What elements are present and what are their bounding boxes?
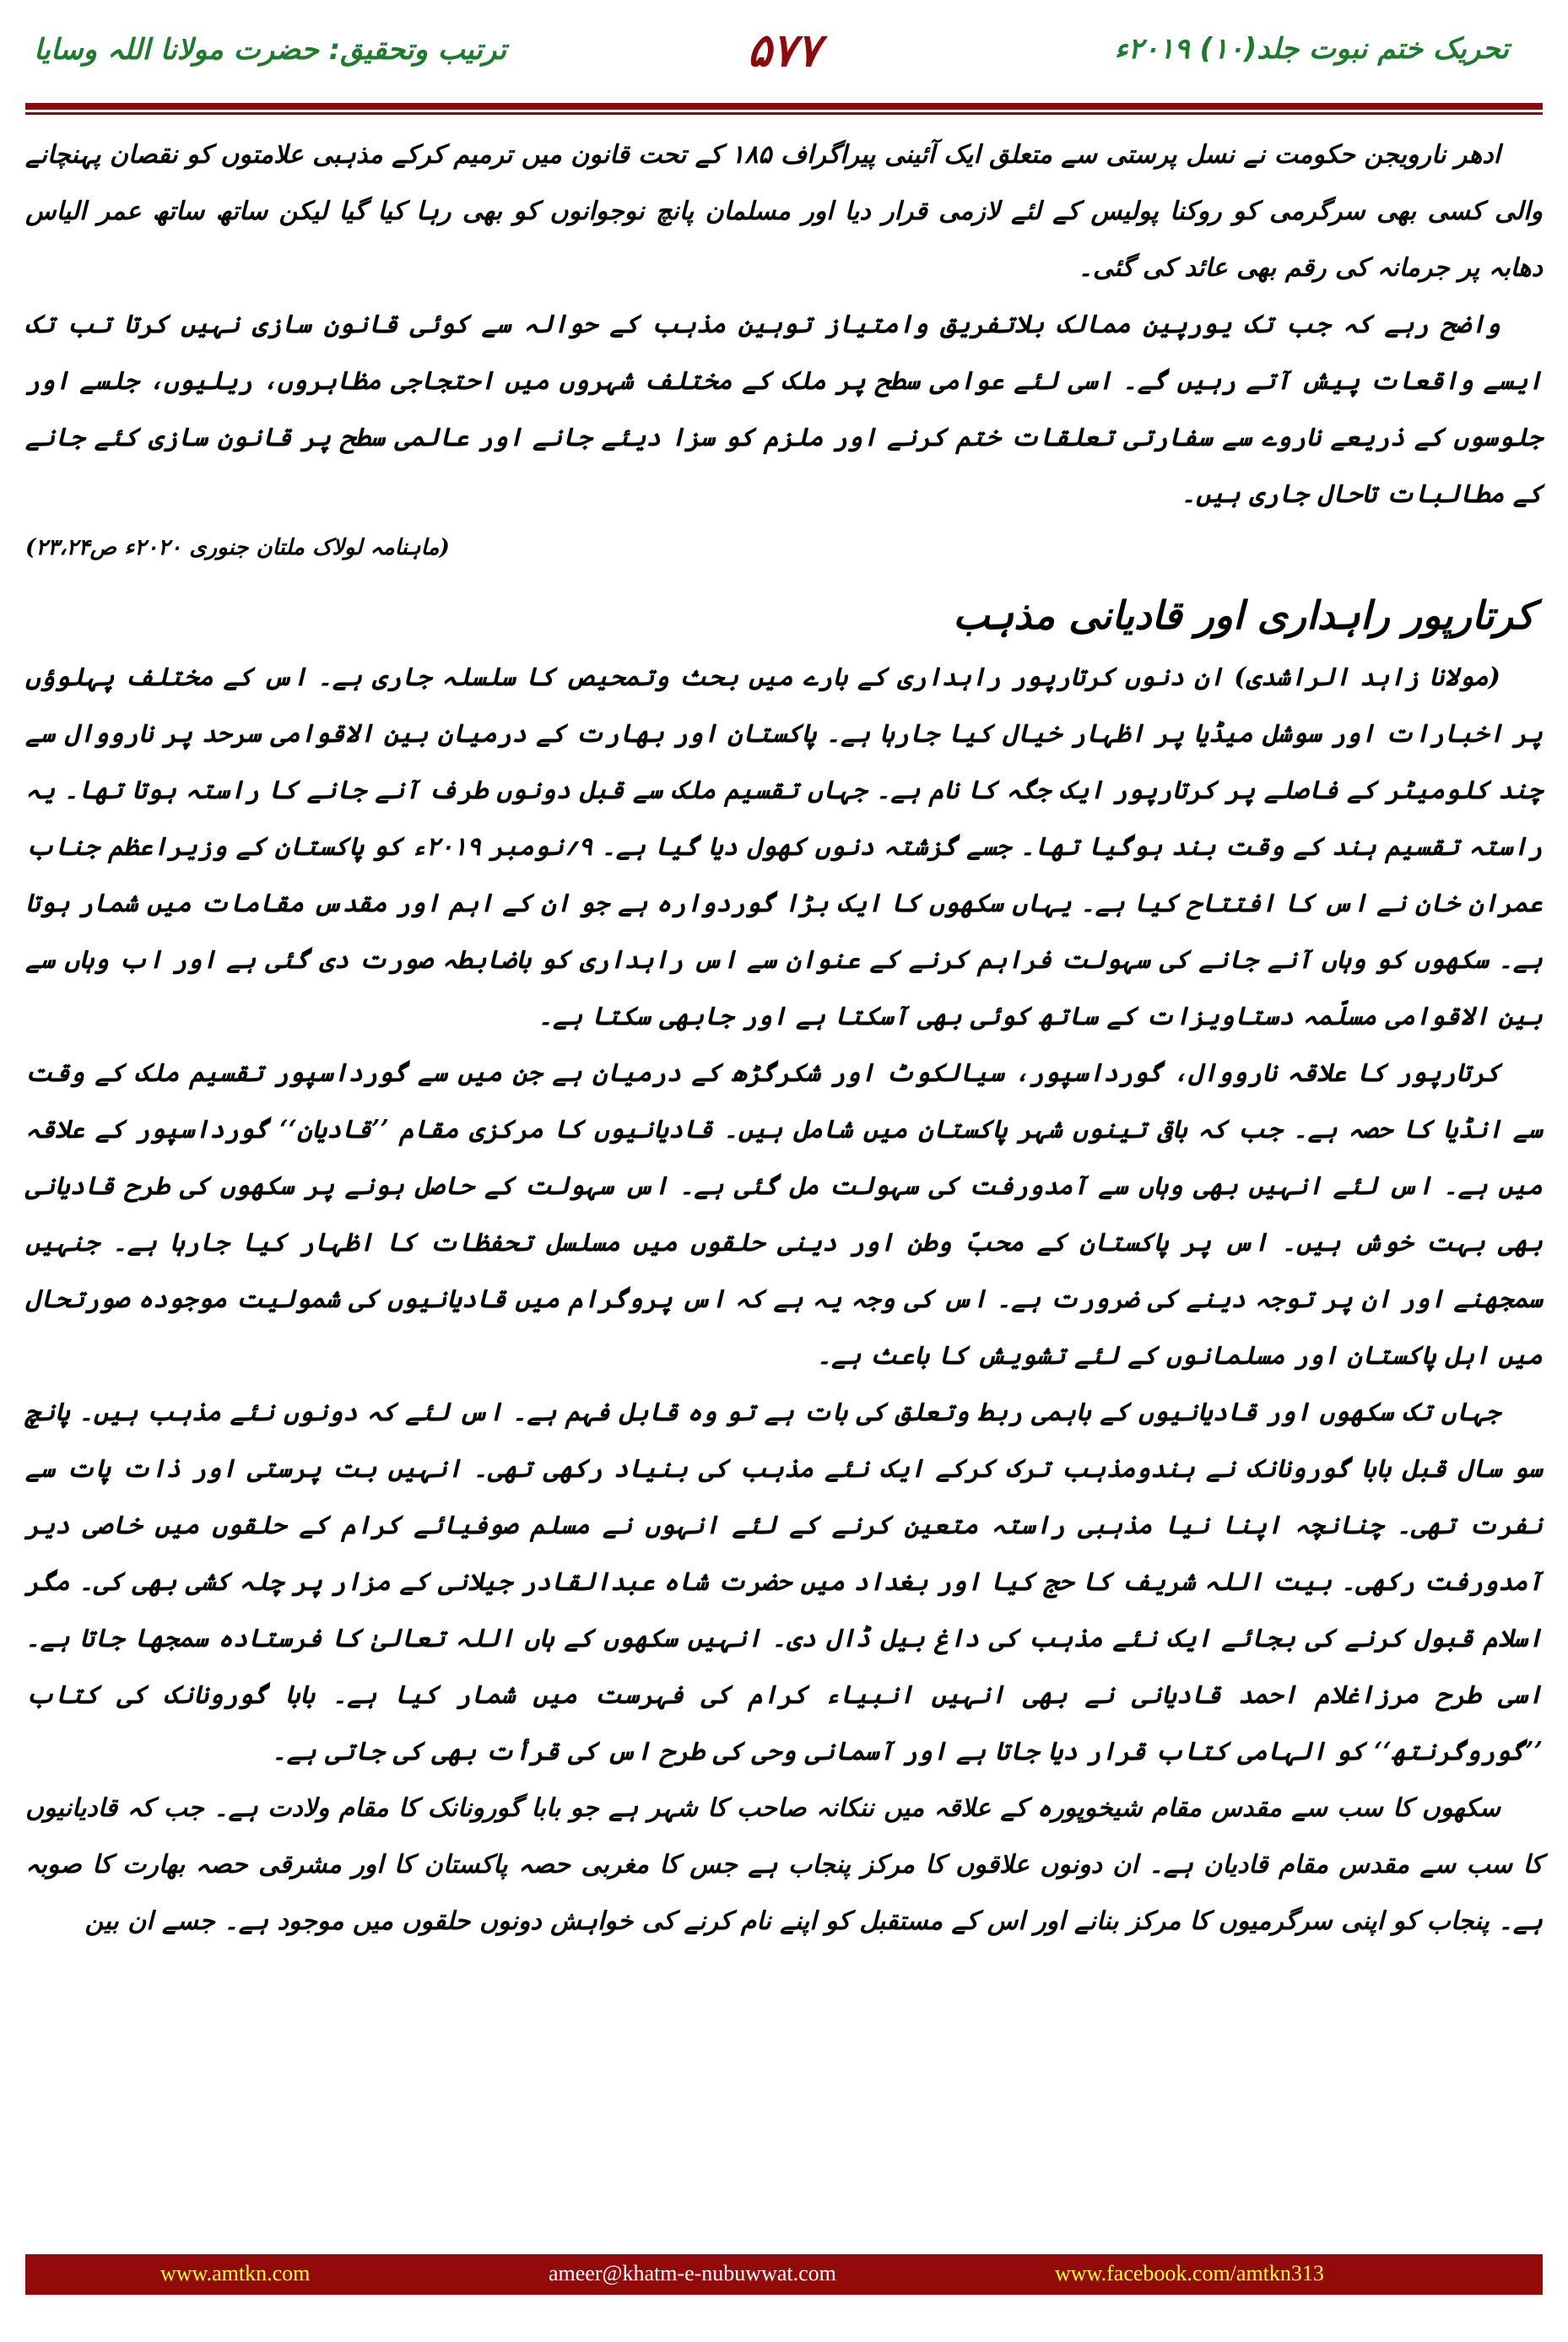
compiler-credit: ترتیب وتحقیق: حضرت مولانا اللہ وسایا — [34, 33, 507, 67]
article-kartarpur — [25, 581, 1543, 1950]
article1-paragraph-2: واضح رہے کہ جب تک یورپین ممالک بلاتفریق وامتیاز توہین مذہب کے حوالہ سے کوئی قانون سازی نہیں کرتا تب تک ایسے واقعات پیش آتے رہیں گے۔ اسی لئے عوامی سطح پر ملک کے مختلف شہروں میں احتجاجی مظاہروں، ریلیوں، جلسے اور جلوسوں کے ذریعے ناروے سے سفارتی تعلقات ختم کرنے اور ملزم کو سزا دیئے جانے اور عالمی سطح پر قانون سازی کئے جانے کے مطالبات تاحال جاری ہیں۔ — [25, 310, 1543, 509]
article2-paragraph-1: (مولانا زاہد الراشدی) ان دنوں کرتارپور راہداری کے بارے میں بحث وتمحیص کا سلسلہ جاری ہے۔ اس کے مختلف پہلوؤں پر اخبارات اور سوشل میڈیا پر اظہار خیال کیا جارہا ہے۔ پاکستان اور بھارت کے درمیان بین الاقوامی سرحد پر نارووال سے چند کلومیٹر کے فاصلے پر کرتارپور ایک جگہ کا نام ہے۔ جہاں تقسیم ملک سے قبل دونوں طرف آنے جانے کا راستہ ہوتا تھا۔ یہ راستہ تقسیم ہند کے وقت بند ہوگیا تھا۔ جسے گزشتہ دنوں کھول دیا گیا ہے۔ ۹؍نومبر ۲۰۱۹ء کو پاکستان کے وزیراعظم جناب عمران خان نے اس کا افتتاح کیا ہے۔ یہاں سکھوں کا ایک بڑا گوردوارہ ہے جو ان کے اہم اور مقدس مقامات میں شمار ہوتا ہے۔ سکھوں کو وہاں آنے جانے کی سہولت فراہم کرنے کے عنوان سے اس راہداری کو باضابطہ صورت دی گئی ہے اور اب وہاں سے بین الاقوامی مسلّمہ دستاویزات کے ساتھ کوئی بھی آسکتا ہے اور جابھی سکتا ہے۔ — [25, 663, 1543, 1031]
page-header — [25, 0, 1543, 118]
page-footer — [25, 2254, 1543, 2295]
footer-website-link[interactable]: www.amtkn.com — [160, 2261, 311, 2285]
article1-source-citation: (ماہنامہ لولاک ملتان جنوری ۲۰۲۰ء ص۲۳،۲۴) — [25, 535, 450, 560]
article1-paragraph-1: ادھر نارویجن حکومت نے نسل پرستی سے متعلق ایک آئینی پیراگراف ۱۸۵ کے تحت قانون میں ترمیم کرکے مذہبی علامتوں کو نقصان پہنچانے والی کسی بھی سرگرمی کو روکنا پولیس کے لئے لازمی قرار دیا اور مسلمان پانچ نوجوانوں کو بھی رہا کیا گیا لیکن ساتھ ساتھ عمر الیاس دھابہ پر جرمانہ کی رقم بھی عائد کی گئی۔ — [25, 140, 1543, 283]
page-body — [25, 127, 1543, 1950]
article2-paragraph-4: سکھوں کا سب سے مقدس مقام شیخوپورہ کے علاقہ میں ننکانہ صاحب کا شہر ہے جو بابا گورونانک کا مقام ولادت ہے۔ جب کہ قادیانیوں کا سب سے مقدس مقام قادیان ہے۔ ان دونوں علاقوں کا مرکز پنجاب ہے جس کا مغربی حصہ پاکستان کا اور مشرقی حصہ بھارت کا صوبہ ہے۔ پنجاب کو اپنی سرگرمیوں کا مرکز بنانے اور اس کے مستقبل کو اپنے نام کرنے کی خواہش دونوں حلقوں میں موجود ہے۔ جسے ان بین — [25, 1793, 1543, 1936]
header-divider-thin — [25, 112, 1543, 115]
series-title: تحریک ختم نبوت جلد(۱۰) ۲۰۱۹ء — [1114, 32, 1509, 66]
article-norway — [25, 127, 1543, 573]
article2-title: کرتارپور راہداری اور قادیانی مذہب — [953, 592, 1534, 638]
article2-paragraph-3: جہاں تک سکھوں اور قادیانیوں کے باہمی ربط وتعلق کی بات ہے تو وہ قابل فہم ہے۔ اس لئے کہ دونوں نئے مذہب ہیں۔ پانچ سو سال قبل بابا گورونانک نے ہندومذہب ترک کرکے ایک نئے مذہب کی بنیاد رکھی تھی۔ انہیں بت پرستی اور ذات پات سے نفرت تھی۔ چنانچہ اپنا نیا مذہبی راستہ متعین کرنے کے لئے انہوں نے مسلم صوفیائے کرام کے حلقوں میں خاصی دیر آمدورفت رکھی۔ بیت اللہ شریف کا حج کیا اور بغداد میں حضرت شاہ عبدالقادر جیلانی کے مزار پر چلہ کشی بھی کی۔ مگر اسلام قبول کرنے کی بجائے ایک نئے مذہب کی داغ بیل ڈال دی۔ انہیں سکھوں کے ہاں اللہ تعالیٰ کا فرستادہ سمجھا جاتا ہے۔ اسی طرح مرزاغلام احمد قادیانی نے بھی انہیں انبیاء کرام کی فہرست میں شمار کیا ہے۔ بابا گورونانک کی کتاب ’’گوروگرنتھ‘‘ کو الہامی کتاب قرار دیا جاتا ہے اور آسمانی وحی کی طرح اس کی قرأت بھی کی جاتی ہے۔ — [25, 1398, 1543, 1766]
page-number: ۵۷۷ — [747, 24, 821, 77]
article2-paragraph-2: کرتارپور کا علاقہ نارووال، گورداسپور، سیالکوٹ اور شکرگڑھ کے درمیان ہے جن میں سے گورداسپور تقسیم ملک کے وقت سے انڈیا کا حصہ ہے۔ جب کہ باقی تینوں شہر پاکستان میں شامل ہیں۔ قادیانیوں کا مرکزی مقام ’’قادیان‘‘ گورداسپور کے علاقہ میں ہے۔ اس لئے انہیں بھی وہاں سے آمدورفت کی سہولت مل گئی ہے۔ اس سہولت کے حاصل ہونے پر سکھوں کی طرح قادیانی بھی بہت خوش ہیں۔ اس پر پاکستان کے محبّ وطن اور دینی حلقوں میں مسلسل تحفظات کا اظہار کیا جارہا ہے۔ جنہیں سمجھنے اور ان پر توجہ دینے کی ضرورت ہے۔ اس کی وجہ یہ ہے کہ اس پروگرام میں قادیانیوں کی شمولیت موجودہ صورتحال میں اہل پاکستان اور مسلمانوں کے لئے تشویش کا باعث ہے۔ — [25, 1058, 1543, 1371]
footer-email-link[interactable]: ameer@khatm-e-nubuwwat.com — [549, 2261, 836, 2285]
footer-facebook-link[interactable]: www.facebook.com/amtkn313 — [1055, 2261, 1324, 2285]
header-divider-thick — [25, 103, 1543, 110]
